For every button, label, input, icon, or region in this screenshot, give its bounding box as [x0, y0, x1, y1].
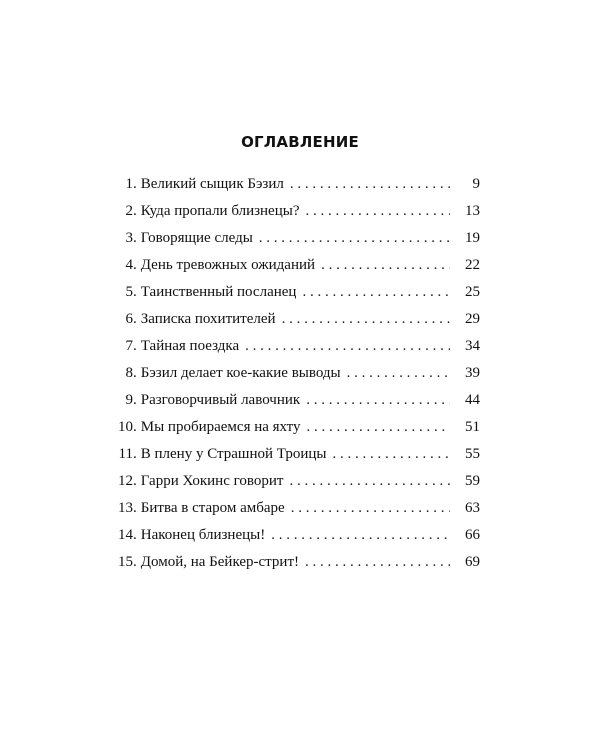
toc-number-dot: . — [133, 257, 137, 273]
toc-number-dot: . — [133, 230, 137, 246]
toc-entry-title: Наконец близнецы! — [140, 527, 266, 543]
toc-entry-title: Бэзил делает кое-какие выводы — [140, 365, 341, 381]
toc-number-dot: . — [133, 419, 137, 435]
toc-entry — [112, 338, 480, 365]
toc-entry-title: В плену у Страшной Троицы — [140, 446, 327, 462]
toc-entry-title: Битва в старом амбаре — [140, 500, 285, 516]
toc-entry-page: 66 — [465, 527, 480, 543]
toc-dot-leader — [305, 554, 450, 571]
toc-entry — [112, 176, 480, 203]
toc-entry-title: Тайная поездка — [140, 338, 240, 354]
toc-entry-title: Таинственный посланец — [140, 284, 297, 300]
toc-number-dot: . — [133, 500, 137, 516]
toc-dot-leader — [289, 473, 450, 490]
toc-entry — [112, 311, 480, 338]
toc-number-dot: . — [133, 527, 137, 543]
toc-number-dot: . — [133, 338, 137, 354]
toc-entry-title: Разговорчивый лавочник — [140, 392, 301, 408]
toc-entry-number: 14 — [118, 527, 133, 543]
toc-dot-leader — [282, 311, 450, 328]
toc-entry-number: 5 — [125, 284, 133, 300]
toc-dot-leader — [259, 230, 450, 247]
toc-entry-page: 69 — [465, 554, 480, 570]
toc-entry-page: 51 — [465, 419, 480, 435]
toc-number-dot: . — [133, 392, 137, 408]
toc-entry-number: 8 — [125, 365, 133, 381]
toc-entry-page: 25 — [465, 284, 480, 300]
toc-entry-number: 12 — [118, 473, 133, 489]
toc-entry — [112, 446, 480, 473]
toc-entry — [112, 365, 480, 392]
toc-entry — [112, 554, 480, 581]
toc-list — [112, 176, 480, 581]
toc-dot-leader — [291, 500, 450, 517]
toc-dot-leader — [245, 338, 450, 355]
toc-entry — [112, 392, 480, 419]
toc-entry-number: 9 — [125, 392, 133, 408]
toc-entry — [112, 230, 480, 257]
toc-entry-number: 1 — [125, 176, 133, 192]
toc-entry-page: 9 — [472, 176, 480, 192]
toc-entry-number: 2 — [125, 203, 133, 219]
toc-number-dot: . — [133, 365, 137, 381]
toc-entry-title: Записка похитителей — [140, 311, 276, 327]
toc-dot-leader — [333, 446, 451, 463]
toc-number-dot: . — [133, 311, 137, 327]
toc-entry-title: Мы пробираемся на яхту — [140, 419, 301, 435]
toc-entry-number: 13 — [118, 500, 133, 516]
toc-dot-leader — [290, 176, 450, 193]
toc-entry-number: 6 — [125, 311, 133, 327]
toc-entry-page: 29 — [465, 311, 480, 327]
toc-entry-page: 13 — [465, 203, 480, 219]
toc-number-dot: . — [133, 203, 137, 219]
toc-entry-number: 10 — [118, 419, 133, 435]
toc-entry-number: 7 — [125, 338, 133, 354]
toc-number-dot: . — [133, 473, 137, 489]
toc-entry — [112, 500, 480, 527]
toc-dot-leader — [271, 527, 450, 544]
toc-number-dot: . — [133, 284, 137, 300]
toc-dot-leader — [321, 257, 450, 274]
toc-entry — [112, 419, 480, 446]
toc-entry-title: Гарри Хокинс говорит — [140, 473, 284, 489]
toc-dot-leader — [347, 365, 450, 382]
toc-entry — [112, 203, 480, 230]
toc-entry-number: 11 — [118, 446, 133, 462]
toc-entry-page: 55 — [465, 446, 480, 462]
toc-entry-page: 63 — [465, 500, 480, 516]
toc-entry — [112, 257, 480, 284]
toc-entry — [112, 473, 480, 500]
toc-number-dot: . — [133, 446, 137, 462]
toc-entry-page: 19 — [465, 230, 480, 246]
toc-dot-leader — [306, 392, 450, 409]
toc-dot-leader — [307, 419, 450, 436]
toc-entry-title: Домой, на Бейкер-стрит! — [140, 554, 299, 570]
toc-entry-page: 22 — [465, 257, 480, 273]
toc-entry-number: 15 — [118, 554, 133, 570]
toc-entry-title: Великий сыщик Бэзил — [140, 176, 284, 192]
toc-entry-page: 44 — [465, 392, 480, 408]
toc-entry-page: 34 — [465, 338, 480, 354]
toc-entry-page: 59 — [465, 473, 480, 489]
toc-entry-title: День тревожных ожиданий — [140, 257, 316, 273]
toc-entry-number: 4 — [125, 257, 133, 273]
toc-entry-page: 39 — [465, 365, 480, 381]
toc-entry-number: 3 — [125, 230, 133, 246]
toc-entry-title: Куда пропали близнецы? — [140, 203, 300, 219]
toc-entry-title: Говорящие следы — [140, 230, 253, 246]
toc-dot-leader — [302, 284, 450, 301]
toc-entry — [112, 527, 480, 554]
toc-entry — [112, 284, 480, 311]
toc-number-dot: . — [133, 554, 137, 570]
toc-number-dot: . — [133, 176, 137, 192]
toc-dot-leader — [305, 203, 450, 220]
toc-heading: ОГЛАВЛЕНИЕ — [241, 133, 359, 151]
